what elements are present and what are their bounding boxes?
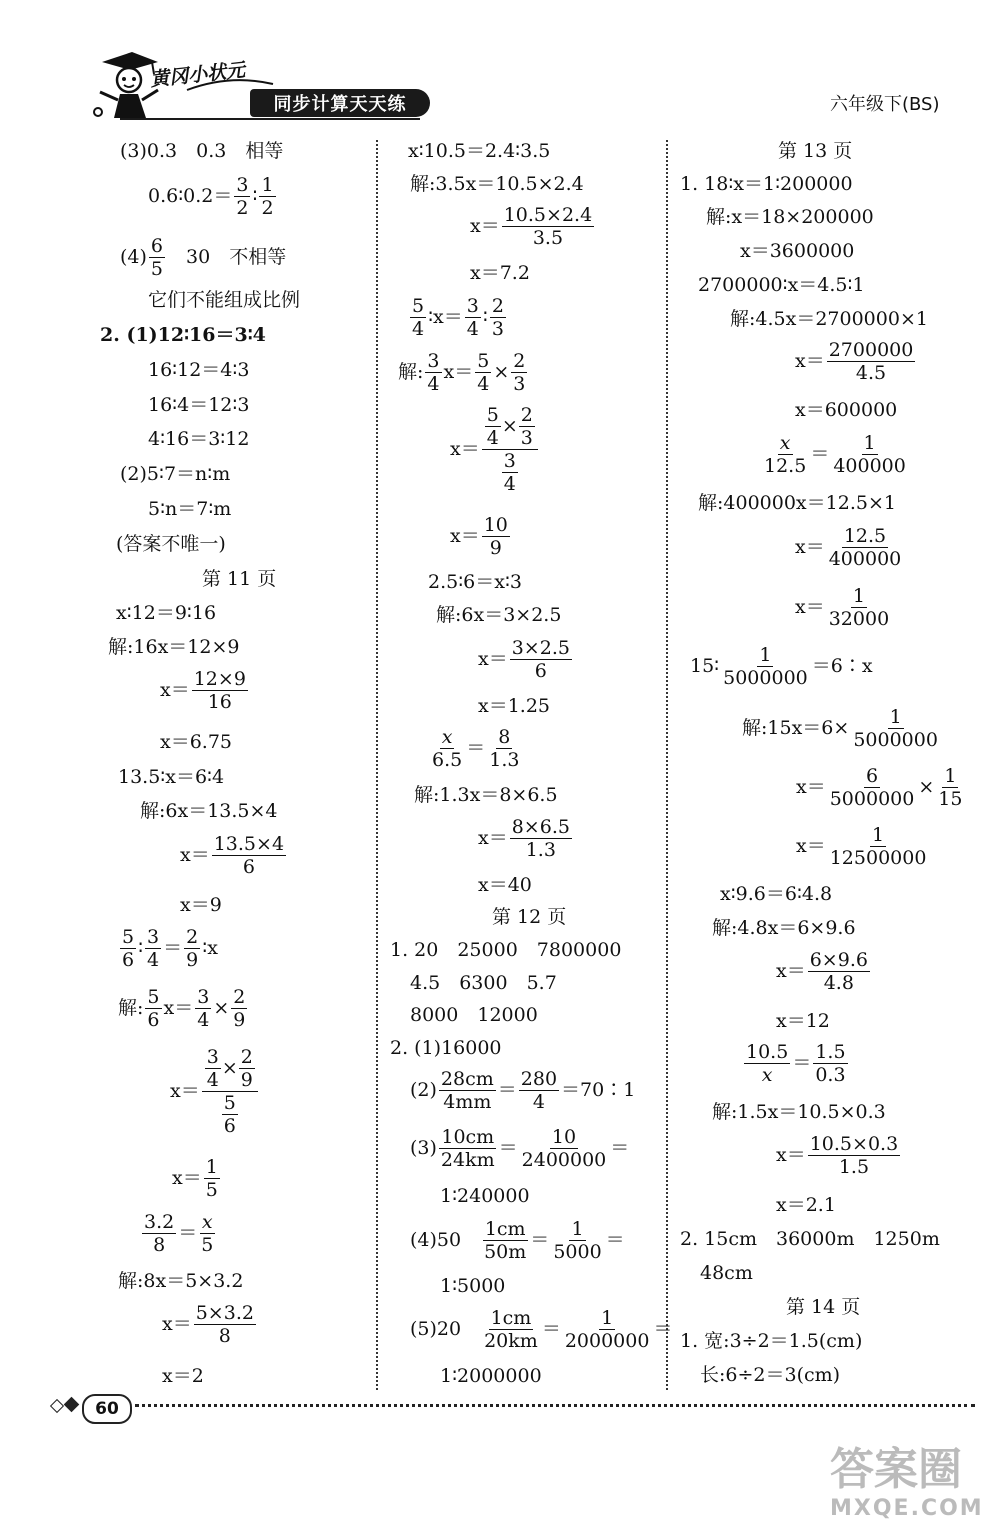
- answer-line: $\frac{5}{6}$ ∶ $\frac{3}{4}$ ＝ $\frac{2}{9}$ ∶x: [122, 926, 218, 971]
- answer-line: 1∶5000: [440, 1275, 506, 1297]
- answer-line: 解:1.5x＝10.5×0.3: [712, 1101, 886, 1123]
- answer-line: 2. (1)16000: [390, 1037, 502, 1059]
- answer-line: x＝7.2: [470, 262, 530, 284]
- answer-line: x＝ $\frac{6\times 9.6}{4.8}$: [776, 949, 868, 994]
- brand-name: 黄冈小状元: [149, 59, 247, 91]
- page-heading: 第 13 页: [778, 140, 853, 162]
- answer-line: x＝ $\frac{10.5\times 2.4}{3.5}$: [470, 204, 593, 249]
- answer-line: 48cm: [700, 1262, 753, 1284]
- answer-line: (答案不唯一): [116, 533, 226, 555]
- answer-line: x＝ $\frac{5}{4}$ × $\frac{2}{3}$ $\frac{3}{4}$: [450, 406, 540, 494]
- answer-line: x∶12＝9∶16: [116, 602, 217, 624]
- answer-line: 解:16x＝12×9: [108, 636, 240, 658]
- answer-line: 解: $\frac{5}{6}$ x＝ $\frac{3}{4}$ × $\frac{2}{9}$: [118, 986, 246, 1031]
- answer-line: (2)5∶7＝n∶m: [120, 463, 231, 485]
- column-divider-2: [666, 140, 668, 1390]
- answer-line: (2) $\frac{28cm}{4mm}$ ＝ $\frac{280}{4}$ ＝70∶1: [410, 1068, 636, 1113]
- answer-line: 1∶2000000: [440, 1365, 542, 1387]
- answer-line: 8000 12000: [410, 1004, 538, 1026]
- answer-line: x＝ $\frac{12\times 9}{16}$: [160, 668, 246, 713]
- answer-line: 1. 20 25000 7800000: [390, 939, 622, 961]
- answer-line: x＝6.75: [160, 731, 233, 753]
- answer-line: 解: $\frac{3}{4}$ x＝ $\frac{5}{4}$ × $\frac{2}{3}$: [398, 350, 526, 395]
- answer-line: x＝ $\frac{1}{5}$: [172, 1156, 218, 1201]
- answer-line: x＝3600000: [740, 240, 855, 262]
- answer-line: x＝12: [776, 1010, 830, 1032]
- page-heading: 第 14 页: [786, 1296, 861, 1318]
- answer-line: x＝2.1: [776, 1194, 836, 1216]
- answer-line: x＝ $\frac{13.5\times 4}{6}$: [180, 833, 285, 878]
- diamond-icon: [64, 1397, 80, 1413]
- answer-line: 15∶ $\frac{1}{5000000}$ ＝6∶x: [690, 644, 873, 689]
- answer-line: 13.5∶x＝6∶4: [118, 766, 225, 788]
- answer-line: x＝ $\frac{5\times 3.2}{8}$: [162, 1302, 254, 1347]
- answer-line: (4)50 $\frac{1cm}{50m}$ ＝ $\frac{1}{5000}$ ＝: [410, 1218, 625, 1263]
- answer-line: 长:6÷2＝3(cm): [700, 1364, 841, 1386]
- diamond-icon: [50, 1399, 64, 1413]
- answer-line: 2700000∶x＝4.5∶1: [698, 274, 865, 296]
- answer-line: 0.6∶0.2＝ $\frac{3}{2}$ ∶ $\frac{1}{2}$: [148, 174, 274, 219]
- answer-line: 5∶n＝7∶m: [148, 498, 232, 520]
- column-divider-1: [376, 140, 378, 1390]
- answer-line: 4.5 6300 5.7: [410, 972, 557, 994]
- answer-line: 解:15x＝6× $\frac{1}{5000000}$: [742, 706, 938, 751]
- answer-line: x＝ $\frac{6}{5000000}$ × $\frac{1}{15}$: [796, 765, 963, 810]
- answer-line: x＝9: [180, 894, 222, 916]
- page-heading: 第 11 页: [202, 568, 277, 590]
- answer-line: x＝ $\frac{2700000}{4.5}$: [795, 339, 914, 384]
- answer-line: x＝ $\frac{8\times 6.5}{1.3}$: [478, 816, 570, 861]
- answer-line: x＝600000: [795, 399, 898, 421]
- answer-line: x＝40: [478, 874, 532, 896]
- answer-line: 2.5∶6＝x∶3: [428, 571, 522, 593]
- answer-line: (3)0.3 0.3 相等: [120, 140, 284, 162]
- answer-line: x＝ $\frac{12.5}{400000}$: [795, 525, 902, 570]
- page-heading: 第 12 页: [492, 906, 567, 928]
- answer-line: (3) $\frac{10cm}{24km}$ ＝ $\frac{10}{2400000}$ ＝: [410, 1126, 630, 1171]
- answer-line: (4) $\frac{6}{5}$ 30 不相等: [120, 235, 287, 280]
- answer-line: 解:6x＝13.5×4: [140, 800, 278, 822]
- answer-line: 解:8x＝5×3.2: [118, 1270, 244, 1292]
- answer-line: 解:400000x＝12.5×1: [698, 492, 896, 514]
- answer-line: x＝ $\frac{10.5\times 0.3}{1.5}$: [776, 1133, 899, 1178]
- answer-line: 解:1.3x＝8×6.5: [414, 784, 558, 806]
- answer-line: $\frac{x}{12.5}$ ＝ $\frac{1}{400000}$: [764, 432, 906, 477]
- answer-line: 2. 15cm 36000m 1250m: [680, 1228, 940, 1250]
- answer-line: x∶10.5＝2.4∶3.5: [408, 140, 551, 162]
- answer-line: 解:4.8x＝6×9.6: [712, 917, 856, 939]
- answer-line: 1. 宽:3÷2＝1.5(cm): [680, 1330, 863, 1352]
- answer-line: 2. (1)12∶16＝3∶4: [100, 324, 266, 346]
- answer-line: x＝ $\frac{3}{4}$ × $\frac{2}{9}$ $\frac{5}{6}$: [170, 1048, 260, 1136]
- answer-line: x＝ $\frac{10}{9}$: [450, 514, 508, 559]
- answer-line: x∶9.6＝6∶4.8: [720, 883, 833, 905]
- watermark: 答案圈 MXQE.COM: [830, 1444, 984, 1521]
- answer-line: x＝ $\frac{3\times 2.5}{6}$: [478, 637, 570, 682]
- answer-line: 1∶240000: [440, 1185, 530, 1207]
- answer-line: 16∶4＝12∶3: [148, 394, 250, 416]
- answer-line: 4∶16＝3∶12: [148, 428, 250, 450]
- page-number: 60: [82, 1394, 132, 1424]
- answer-line: (5)20 $\frac{1cm}{20km}$ ＝ $\frac{1}{2000000}$ ＝: [410, 1307, 673, 1352]
- answer-line: x＝ $\frac{1}{12500000}$: [796, 824, 927, 869]
- footer-dotted-rule: [135, 1404, 975, 1407]
- answer-line: 16∶12＝4∶3: [148, 359, 250, 381]
- answer-line: $\frac{x}{6.5}$ ＝ $\frac{8}{1.3}$: [432, 726, 520, 771]
- answer-line: 解:3.5x＝10.5×2.4: [410, 173, 584, 195]
- book-title: 同步计算天天练: [250, 89, 430, 117]
- answer-line: 解:4.5x＝2700000×1: [730, 308, 928, 330]
- answer-line: $\frac{3.2}{8}$ ＝ $\frac{x}{5}$: [144, 1211, 214, 1256]
- answer-line: x＝2: [162, 1365, 204, 1387]
- answer-line: 解:6x＝3×2.5: [436, 604, 562, 626]
- answer-line: 它们不能组成比例: [148, 289, 301, 311]
- answer-line: x＝1.25: [478, 695, 551, 717]
- answer-line: x＝ $\frac{1}{32000}$: [795, 585, 890, 630]
- answer-line: 解:x＝18×200000: [706, 206, 874, 228]
- header-rule: [120, 118, 420, 120]
- answer-line: $\frac{5}{4}$ ∶x＝ $\frac{3}{4}$ ∶ $\frac{2}{3}$: [412, 295, 504, 340]
- answer-line: 1. 18∶x＝1∶200000: [680, 173, 853, 195]
- answer-line: $\frac{10.5}{x}$ ＝ $\frac{1.5}{0.3}$: [746, 1041, 846, 1086]
- grade-label: 六年级下(BS): [830, 94, 940, 115]
